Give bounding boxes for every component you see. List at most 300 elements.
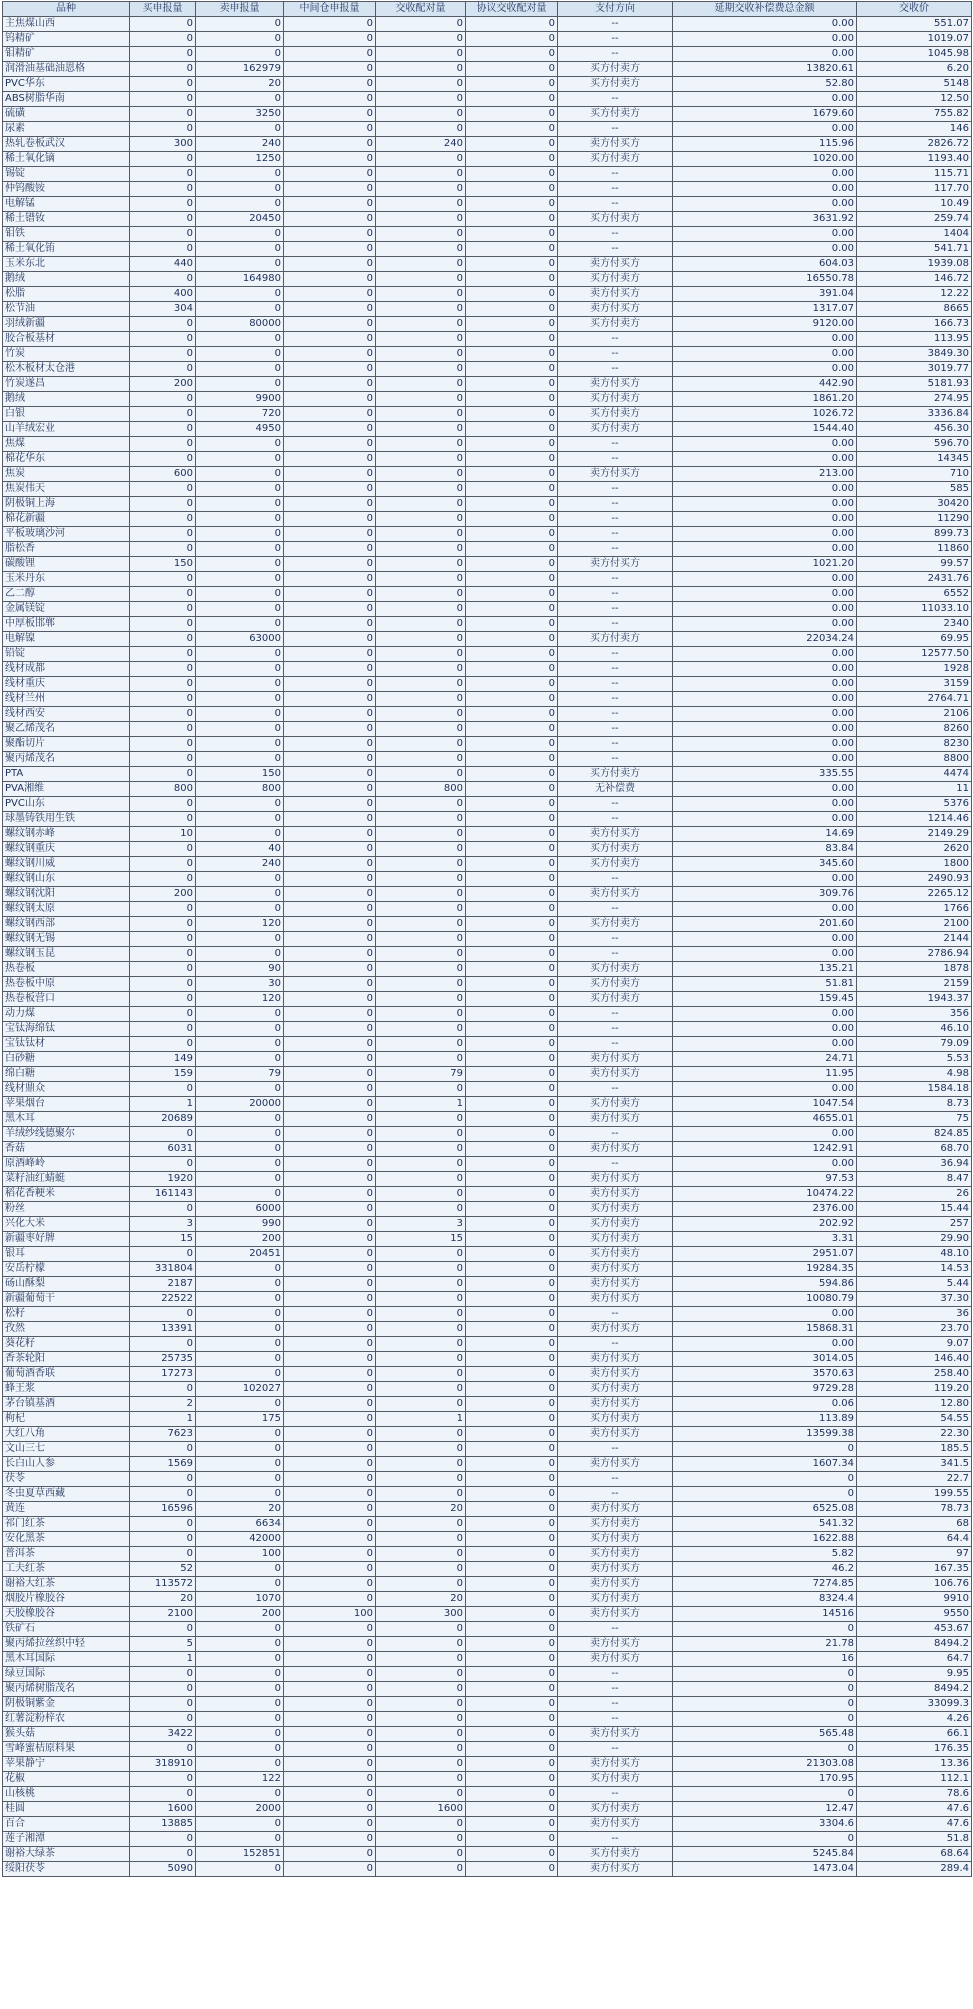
cell-sell-declared: 0 (196, 167, 284, 182)
cell-payment-direction: -- (558, 617, 673, 632)
table-row (3, 1727, 972, 1742)
cell-matched-qty: 0 (376, 557, 466, 572)
cell-sell-declared: 0 (196, 497, 284, 512)
table-row (3, 482, 972, 497)
cell-buy-declared: 0 (130, 272, 196, 287)
cell-agreement-matched-qty: 0 (466, 317, 558, 332)
cell-matched-qty: 0 (376, 497, 466, 512)
cell-matched-qty: 0 (376, 827, 466, 842)
cell-product: 螺纹钢无锡 (3, 932, 130, 947)
cell-sell-declared: 0 (196, 1562, 284, 1577)
cell-intermediate-declared: 0 (284, 707, 376, 722)
cell-buy-declared: 300 (130, 137, 196, 152)
cell-payment-direction: 卖方付买方 (558, 1577, 673, 1592)
cell-buy-declared: 16596 (130, 1502, 196, 1517)
cell-payment-direction: 买方付卖方 (558, 107, 673, 122)
table-row (3, 1142, 972, 1157)
cell-buy-declared: 400 (130, 287, 196, 302)
cell-product: 电解锰 (3, 197, 130, 212)
cell-agreement-matched-qty: 0 (466, 452, 558, 467)
cell-intermediate-declared: 0 (284, 1412, 376, 1427)
table-row (3, 1202, 972, 1217)
cell-product: 松籽 (3, 1307, 130, 1322)
cell-matched-qty: 0 (376, 572, 466, 587)
cell-matched-qty: 0 (376, 422, 466, 437)
table-row (3, 1457, 972, 1472)
cell-payment-direction: 买方付卖方 (558, 1847, 673, 1862)
cell-matched-qty: 0 (376, 92, 466, 107)
cell-compensation-total: 4655.01 (673, 1112, 857, 1127)
cell-sell-declared: 0 (196, 17, 284, 32)
cell-delivery-price: 9910 (857, 1592, 972, 1607)
cell-payment-direction: -- (558, 872, 673, 887)
cell-compensation-total: 0 (673, 1697, 857, 1712)
table-row (3, 1622, 972, 1637)
table-row (3, 542, 972, 557)
cell-buy-declared: 20 (130, 1592, 196, 1607)
cell-delivery-price: 8494.2 (857, 1637, 972, 1652)
cell-intermediate-declared: 0 (284, 407, 376, 422)
cell-delivery-price: 1214.46 (857, 812, 972, 827)
cell-delivery-price: 23.70 (857, 1322, 972, 1337)
table-row (3, 1472, 972, 1487)
table-row (3, 842, 972, 857)
cell-intermediate-declared: 0 (284, 812, 376, 827)
cell-buy-declared: 2187 (130, 1277, 196, 1292)
cell-delivery-price: 79.09 (857, 1037, 972, 1052)
cell-sell-declared: 0 (196, 1577, 284, 1592)
cell-agreement-matched-qty: 0 (466, 197, 558, 212)
cell-agreement-matched-qty: 0 (466, 677, 558, 692)
cell-product: 焦炭 (3, 467, 130, 482)
cell-delivery-price: 258.40 (857, 1367, 972, 1382)
cell-intermediate-declared: 0 (284, 1292, 376, 1307)
cell-agreement-matched-qty: 0 (466, 977, 558, 992)
cell-buy-declared: 0 (130, 1127, 196, 1142)
cell-compensation-total: 135.21 (673, 962, 857, 977)
cell-payment-direction: 卖方付买方 (558, 1052, 673, 1067)
cell-agreement-matched-qty: 0 (466, 962, 558, 977)
cell-matched-qty: 0 (376, 1127, 466, 1142)
cell-intermediate-declared: 0 (284, 1022, 376, 1037)
cell-intermediate-declared: 0 (284, 827, 376, 842)
cell-delivery-price: 68.64 (857, 1847, 972, 1862)
cell-payment-direction: 卖方付买方 (558, 1187, 673, 1202)
cell-payment-direction: -- (558, 692, 673, 707)
cell-buy-declared: 0 (130, 1532, 196, 1547)
cell-buy-declared: 0 (130, 602, 196, 617)
table-row (3, 1652, 972, 1667)
cell-intermediate-declared: 0 (284, 1247, 376, 1262)
cell-buy-declared: 0 (130, 497, 196, 512)
cell-buy-declared: 0 (130, 1382, 196, 1397)
table-row (3, 452, 972, 467)
cell-product: 螺纹钢山东 (3, 872, 130, 887)
cell-delivery-price: 12577.50 (857, 647, 972, 662)
cell-matched-qty: 1600 (376, 1802, 466, 1817)
cell-matched-qty: 0 (376, 467, 466, 482)
cell-buy-declared: 0 (130, 617, 196, 632)
cell-matched-qty: 0 (376, 242, 466, 257)
cell-intermediate-declared: 0 (284, 1457, 376, 1472)
cell-product: 银耳 (3, 1247, 130, 1262)
cell-agreement-matched-qty: 0 (466, 1367, 558, 1382)
cell-buy-declared: 0 (130, 242, 196, 257)
cell-product: 烟胶片橡胶谷 (3, 1592, 130, 1607)
cell-payment-direction: 卖方付买方 (558, 1652, 673, 1667)
cell-payment-direction: 卖方付买方 (558, 1142, 673, 1157)
cell-sell-declared: 0 (196, 887, 284, 902)
cell-delivery-price: 1404 (857, 227, 972, 242)
cell-sell-declared: 0 (196, 1322, 284, 1337)
cell-compensation-total: 8324.4 (673, 1592, 857, 1607)
cell-buy-declared: 0 (130, 332, 196, 347)
cell-buy-declared: 0 (130, 902, 196, 917)
cell-matched-qty: 0 (376, 107, 466, 122)
cell-intermediate-declared: 0 (284, 1277, 376, 1292)
cell-compensation-total: 604.03 (673, 257, 857, 272)
cell-matched-qty: 0 (376, 677, 466, 692)
table-row (3, 1697, 972, 1712)
cell-delivery-price: 11290 (857, 512, 972, 527)
cell-intermediate-declared: 0 (284, 1337, 376, 1352)
cell-agreement-matched-qty: 0 (466, 332, 558, 347)
cell-sell-declared: 63000 (196, 632, 284, 647)
cell-compensation-total: 0.00 (673, 227, 857, 242)
cell-sell-declared: 240 (196, 857, 284, 872)
cell-intermediate-declared: 0 (284, 1757, 376, 1772)
cell-buy-declared: 0 (130, 167, 196, 182)
table-row (3, 332, 972, 347)
cell-payment-direction: -- (558, 737, 673, 752)
cell-agreement-matched-qty: 0 (466, 1787, 558, 1802)
table-row (3, 1247, 972, 1262)
cell-matched-qty: 0 (376, 1457, 466, 1472)
table-row (3, 1802, 972, 1817)
cell-compensation-total: 0.00 (673, 932, 857, 947)
cell-agreement-matched-qty: 0 (466, 542, 558, 557)
cell-agreement-matched-qty: 0 (466, 1772, 558, 1787)
cell-delivery-price: 551.07 (857, 17, 972, 32)
cell-payment-direction: -- (558, 497, 673, 512)
cell-sell-declared: 0 (196, 1142, 284, 1157)
cell-intermediate-declared: 0 (284, 1682, 376, 1697)
cell-sell-declared: 0 (196, 1172, 284, 1187)
cell-compensation-total: 0.00 (673, 1307, 857, 1322)
cell-agreement-matched-qty: 0 (466, 1502, 558, 1517)
header-agreement-matched-qty: 协议交收配对量 (466, 2, 558, 17)
cell-compensation-total: 0.00 (673, 947, 857, 962)
cell-matched-qty: 0 (376, 1667, 466, 1682)
cell-payment-direction: 买方付卖方 (558, 422, 673, 437)
table-row (3, 1577, 972, 1592)
cell-delivery-price: 2340 (857, 617, 972, 632)
cell-intermediate-declared: 0 (284, 182, 376, 197)
cell-agreement-matched-qty: 0 (466, 1442, 558, 1457)
cell-buy-declared: 0 (130, 512, 196, 527)
cell-matched-qty: 0 (376, 1292, 466, 1307)
cell-matched-qty: 0 (376, 1562, 466, 1577)
cell-agreement-matched-qty: 0 (466, 137, 558, 152)
table-row (3, 692, 972, 707)
cell-matched-qty: 20 (376, 1592, 466, 1607)
cell-matched-qty: 0 (376, 1757, 466, 1772)
table-row (3, 782, 972, 797)
cell-sell-declared: 0 (196, 1307, 284, 1322)
cell-intermediate-declared: 0 (284, 917, 376, 932)
cell-sell-declared: 0 (196, 362, 284, 377)
cell-payment-direction: 买方付卖方 (558, 1247, 673, 1262)
cell-payment-direction: 买方付卖方 (558, 917, 673, 932)
cell-intermediate-declared: 0 (284, 1142, 376, 1157)
cell-agreement-matched-qty: 0 (466, 767, 558, 782)
table-body (3, 17, 972, 1877)
cell-matched-qty: 0 (376, 1742, 466, 1757)
cell-delivery-price: 3019.77 (857, 362, 972, 377)
cell-matched-qty: 0 (376, 797, 466, 812)
header-matched-qty: 交收配对量 (376, 2, 466, 17)
cell-compensation-total: 1679.60 (673, 107, 857, 122)
cell-payment-direction: -- (558, 437, 673, 452)
cell-sell-declared: 0 (196, 1727, 284, 1742)
cell-sell-declared: 800 (196, 782, 284, 797)
cell-delivery-price: 3336.84 (857, 407, 972, 422)
cell-compensation-total: 309.76 (673, 887, 857, 902)
cell-compensation-total: 83.84 (673, 842, 857, 857)
cell-buy-declared: 0 (130, 842, 196, 857)
cell-compensation-total: 2376.00 (673, 1202, 857, 1217)
table-row (3, 992, 972, 1007)
cell-sell-declared: 0 (196, 692, 284, 707)
cell-product: 钨精矿 (3, 32, 130, 47)
cell-matched-qty: 0 (376, 1772, 466, 1787)
cell-matched-qty: 0 (376, 1037, 466, 1052)
cell-payment-direction: -- (558, 182, 673, 197)
cell-payment-direction: -- (558, 1157, 673, 1172)
cell-payment-direction: 买方付卖方 (558, 1547, 673, 1562)
cell-intermediate-declared: 0 (284, 752, 376, 767)
cell-buy-declared: 0 (130, 1307, 196, 1322)
cell-agreement-matched-qty: 0 (466, 1247, 558, 1262)
cell-matched-qty: 0 (376, 1622, 466, 1637)
cell-matched-qty: 0 (376, 1697, 466, 1712)
cell-delivery-price: 8494.2 (857, 1682, 972, 1697)
cell-sell-declared: 20 (196, 77, 284, 92)
cell-sell-declared: 0 (196, 1487, 284, 1502)
cell-buy-declared: 52 (130, 1562, 196, 1577)
cell-sell-declared: 0 (196, 332, 284, 347)
cell-intermediate-declared: 0 (284, 797, 376, 812)
cell-sell-declared: 79 (196, 1067, 284, 1082)
cell-intermediate-declared: 0 (284, 122, 376, 137)
cell-agreement-matched-qty: 0 (466, 392, 558, 407)
cell-intermediate-declared: 0 (284, 347, 376, 362)
cell-buy-declared: 0 (130, 1517, 196, 1532)
cell-payment-direction: -- (558, 707, 673, 722)
cell-payment-direction: 买方付卖方 (558, 152, 673, 167)
table-row (3, 257, 972, 272)
cell-compensation-total: 159.45 (673, 992, 857, 1007)
cell-agreement-matched-qty: 0 (466, 1157, 558, 1172)
cell-payment-direction: 买方付卖方 (558, 1232, 673, 1247)
cell-delivery-price: 5376 (857, 797, 972, 812)
cell-agreement-matched-qty: 0 (466, 827, 558, 842)
cell-product: 花椒 (3, 1772, 130, 1787)
cell-product: 线材西安 (3, 707, 130, 722)
table-row (3, 602, 972, 617)
cell-payment-direction: -- (558, 752, 673, 767)
cell-sell-declared: 990 (196, 1217, 284, 1232)
cell-intermediate-declared: 0 (284, 902, 376, 917)
cell-payment-direction: 买方付卖方 (558, 1517, 673, 1532)
header-sell-declared: 卖申报量 (196, 2, 284, 17)
cell-agreement-matched-qty: 0 (466, 1097, 558, 1112)
cell-buy-declared: 17273 (130, 1367, 196, 1382)
cell-product: 线材重庆 (3, 677, 130, 692)
cell-delivery-price: 11033.10 (857, 602, 972, 617)
cell-buy-declared: 13885 (130, 1817, 196, 1832)
table-row (3, 1772, 972, 1787)
cell-payment-direction: -- (558, 1007, 673, 1022)
cell-intermediate-declared: 0 (284, 1067, 376, 1082)
cell-product: 钼精矿 (3, 47, 130, 62)
cell-delivery-price: 1943.37 (857, 992, 972, 1007)
table-row (3, 812, 972, 827)
cell-sell-declared: 0 (196, 1652, 284, 1667)
cell-matched-qty: 0 (376, 962, 466, 977)
cell-payment-direction: -- (558, 1442, 673, 1457)
cell-matched-qty: 0 (376, 317, 466, 332)
cell-payment-direction: 卖方付买方 (558, 1457, 673, 1472)
cell-product: 线材鼎众 (3, 1082, 130, 1097)
cell-sell-declared: 0 (196, 1787, 284, 1802)
cell-delivery-price: 2786.94 (857, 947, 972, 962)
cell-product: 谢裕大绿茶 (3, 1847, 130, 1862)
table-row (3, 287, 972, 302)
cell-buy-declared: 0 (130, 1712, 196, 1727)
cell-buy-declared: 0 (130, 197, 196, 212)
cell-delivery-price: 456.30 (857, 422, 972, 437)
cell-matched-qty: 0 (376, 392, 466, 407)
cell-product: 安化黑茶 (3, 1532, 130, 1547)
cell-agreement-matched-qty: 0 (466, 1532, 558, 1547)
cell-product: 稀土镨钕 (3, 212, 130, 227)
cell-product: 鹅绒 (3, 392, 130, 407)
cell-intermediate-declared: 0 (284, 1832, 376, 1847)
cell-product: 谢裕大红茶 (3, 1577, 130, 1592)
cell-agreement-matched-qty: 0 (466, 302, 558, 317)
cell-payment-direction: -- (558, 527, 673, 542)
cell-buy-declared: 0 (130, 422, 196, 437)
cell-matched-qty: 0 (376, 647, 466, 662)
cell-agreement-matched-qty: 0 (466, 362, 558, 377)
cell-delivery-price: 2490.93 (857, 872, 972, 887)
cell-delivery-price: 2144 (857, 932, 972, 947)
cell-agreement-matched-qty: 0 (466, 1682, 558, 1697)
cell-payment-direction: 买方付卖方 (558, 1592, 673, 1607)
cell-compensation-total: 21303.08 (673, 1757, 857, 1772)
table-row (3, 1397, 972, 1412)
cell-buy-declared: 5 (130, 1637, 196, 1652)
cell-delivery-price: 8800 (857, 752, 972, 767)
cell-agreement-matched-qty: 0 (466, 1457, 558, 1472)
cell-buy-declared: 0 (130, 1082, 196, 1097)
cell-matched-qty: 0 (376, 1712, 466, 1727)
cell-delivery-price: 5181.93 (857, 377, 972, 392)
cell-sell-declared: 2000 (196, 1802, 284, 1817)
cell-agreement-matched-qty: 0 (466, 227, 558, 242)
cell-payment-direction: 买方付卖方 (558, 212, 673, 227)
cell-buy-declared: 0 (130, 722, 196, 737)
cell-agreement-matched-qty: 0 (466, 1472, 558, 1487)
cell-matched-qty: 0 (376, 1862, 466, 1877)
cell-buy-declared: 0 (130, 392, 196, 407)
cell-buy-declared: 7623 (130, 1427, 196, 1442)
cell-compensation-total: 0 (673, 1682, 857, 1697)
cell-sell-declared: 0 (196, 92, 284, 107)
cell-buy-declared: 0 (130, 32, 196, 47)
cell-compensation-total: 0.00 (673, 1127, 857, 1142)
table-row (3, 467, 972, 482)
table-row (3, 572, 972, 587)
cell-matched-qty: 0 (376, 932, 466, 947)
header-payment-direction: 支付方向 (558, 2, 673, 17)
cell-product: 蜂王浆 (3, 1382, 130, 1397)
cell-buy-declared: 0 (130, 227, 196, 242)
cell-compensation-total: 19284.35 (673, 1262, 857, 1277)
table-row (3, 227, 972, 242)
cell-product: 葵花籽 (3, 1337, 130, 1352)
cell-intermediate-declared: 0 (284, 1652, 376, 1667)
cell-agreement-matched-qty: 0 (466, 1817, 558, 1832)
cell-buy-declared: 0 (130, 527, 196, 542)
cell-buy-declared: 15 (130, 1232, 196, 1247)
cell-payment-direction: 买方付卖方 (558, 767, 673, 782)
cell-compensation-total: 541.32 (673, 1517, 857, 1532)
cell-payment-direction: -- (558, 1787, 673, 1802)
cell-intermediate-declared: 0 (284, 1352, 376, 1367)
cell-sell-declared: 4950 (196, 422, 284, 437)
cell-payment-direction: 卖方付买方 (558, 1367, 673, 1382)
cell-compensation-total: 13599.38 (673, 1427, 857, 1442)
table-row (3, 1592, 972, 1607)
cell-intermediate-declared: 0 (284, 287, 376, 302)
cell-agreement-matched-qty: 0 (466, 1127, 558, 1142)
cell-compensation-total: 11.95 (673, 1067, 857, 1082)
cell-buy-declared: 0 (130, 1742, 196, 1757)
cell-product: 乙二醇 (3, 587, 130, 602)
cell-compensation-total: 3014.05 (673, 1352, 857, 1367)
cell-buy-declared: 3 (130, 1217, 196, 1232)
cell-product: 孜然 (3, 1322, 130, 1337)
cell-product: 砀山酥梨 (3, 1277, 130, 1292)
cell-product: 枸杞 (3, 1412, 130, 1427)
cell-delivery-price: 5.53 (857, 1052, 972, 1067)
cell-buy-declared: 0 (130, 1787, 196, 1802)
cell-intermediate-declared: 0 (284, 1217, 376, 1232)
cell-agreement-matched-qty: 0 (466, 242, 558, 257)
cell-delivery-price: 8230 (857, 737, 972, 752)
cell-matched-qty: 300 (376, 1607, 466, 1622)
cell-agreement-matched-qty: 0 (466, 1067, 558, 1082)
cell-sell-declared: 0 (196, 482, 284, 497)
cell-intermediate-declared: 0 (284, 467, 376, 482)
cell-payment-direction: -- (558, 32, 673, 47)
cell-agreement-matched-qty: 0 (466, 1187, 558, 1202)
cell-delivery-price: 2149.29 (857, 827, 972, 842)
cell-intermediate-declared: 0 (284, 1097, 376, 1112)
cell-payment-direction: 买方付卖方 (558, 1217, 673, 1232)
